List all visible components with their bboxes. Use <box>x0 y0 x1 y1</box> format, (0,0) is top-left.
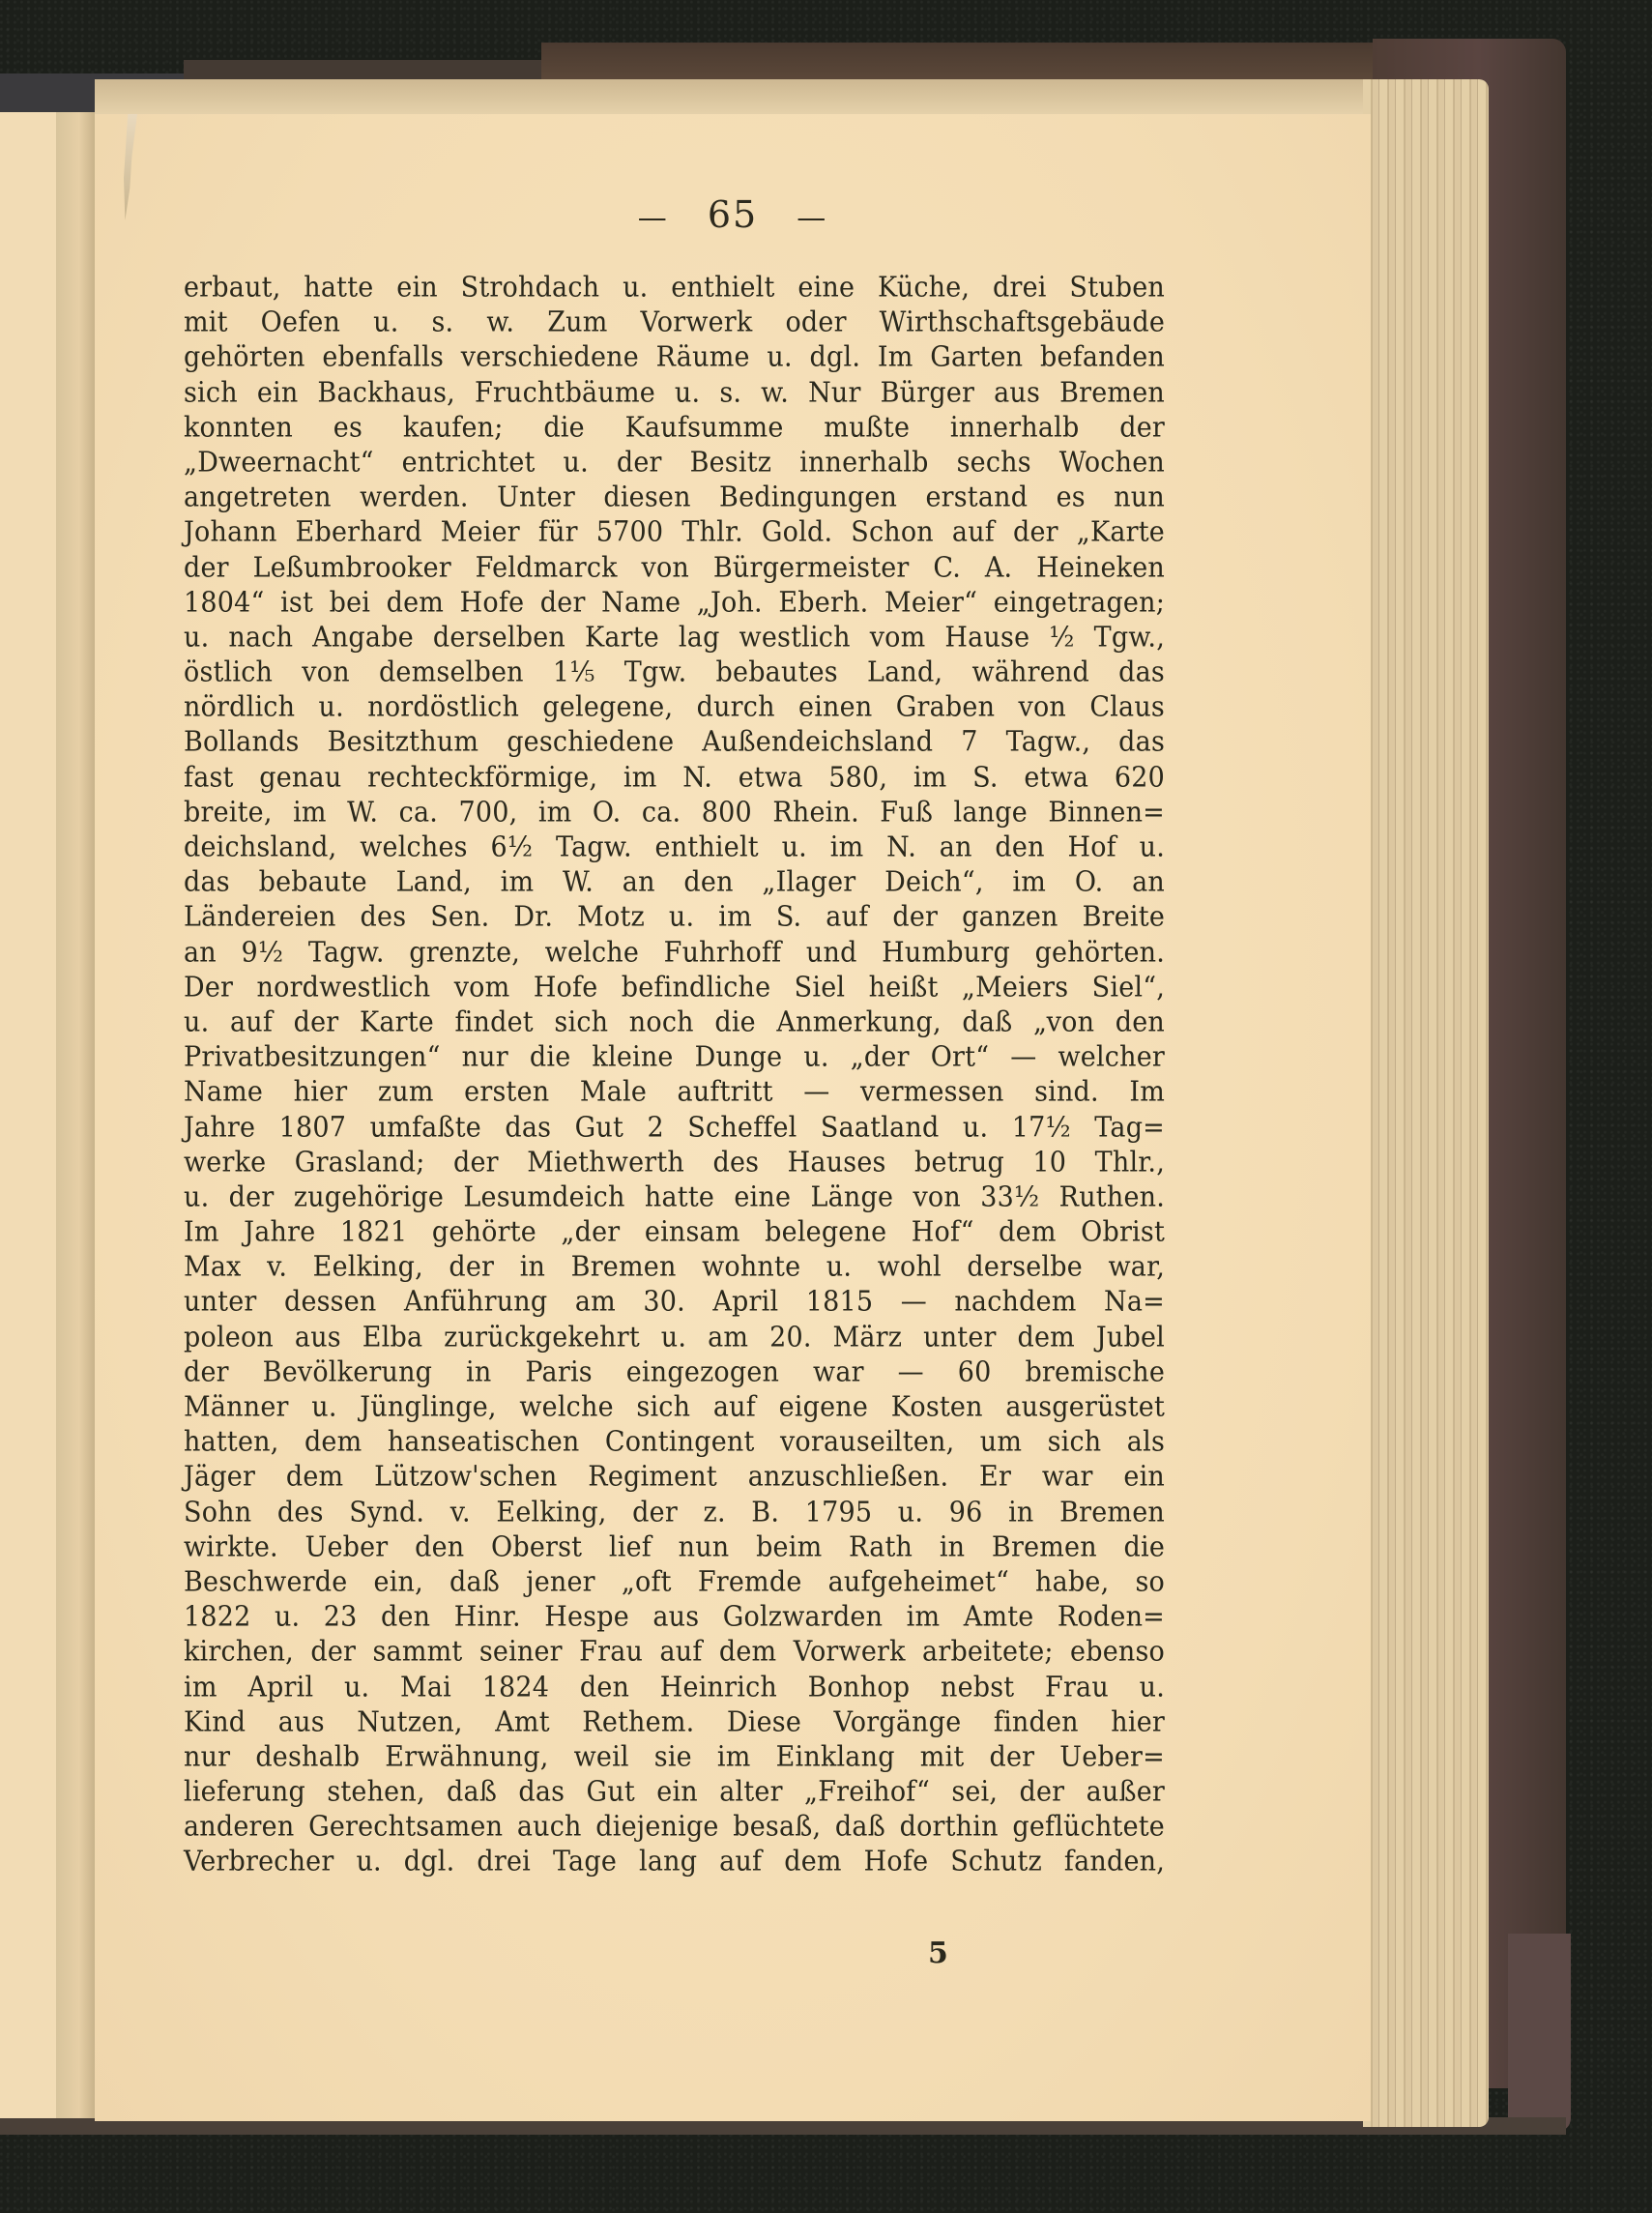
text-line: im April u. Mai 1824 den Heinrich Bonhop nebst Frau u. <box>184 1671 1165 1703</box>
header-dash-right: — <box>797 201 828 235</box>
header-dash-left: — <box>637 201 669 235</box>
text-line: breite, im W. ca. 700, im O. ca. 800 Rhein. Fuß lange Binnen= <box>184 796 1165 830</box>
signature-mark: 5 <box>928 1936 948 1970</box>
text-line: werke Grasland; der Miethwerth des Hauses betrug 10 Thlr., <box>184 1146 1165 1179</box>
text-line: erbaut, hatte ein Strohdach u. enthielt eine Küche, drei Stuben <box>184 271 1165 305</box>
text-line: anderen Gerechtsamen auch diejenige besaß, daß dorthin geflüchtete <box>184 1810 1165 1844</box>
text-line: der Leßumbrooker Feldmarck von Bürgermeister C. A. Heineken <box>184 551 1165 584</box>
text-line: Name hier zum ersten Male auftritt — vermessen sind. Im <box>184 1076 1165 1109</box>
text-line: kirchen, der sammt seiner Frau auf dem Vorwerk arbeitete; ebenso <box>184 1636 1165 1669</box>
text-line: Verbrecher u. dgl. drei Tage lang auf dem Hofe Schutz fanden, <box>184 1846 1165 1878</box>
text-line: deichsland, welches 6½ Tagw. enthielt u. im N. an den Hof u. <box>184 830 1165 864</box>
text-line: Der nordwestlich vom Hofe befindliche Siel heißt „Meiers Siel“, <box>184 971 1165 1004</box>
text-line: Im Jahre 1821 gehörte „der einsam belegene Hof“ dem Obrist <box>184 1215 1165 1249</box>
text-line: poleon aus Elba zurückgekehrt u. am 20. März unter dem Jubel <box>184 1321 1165 1354</box>
text-line: der Bevölkerung in Paris eingezogen war — 60 bremische <box>184 1355 1165 1389</box>
book-gutter <box>56 112 95 2118</box>
body-text <box>184 271 1165 1880</box>
text-line: nur deshalb Erwähnung, weil sie im Einklang mit der Ueber= <box>184 1740 1165 1774</box>
text-line: gehörten ebenfalls verschiedene Räume u. dgl. Im Garten befanden <box>184 341 1165 374</box>
left-page-sliver <box>0 112 56 2118</box>
text-line: Max v. Eelking, der in Bremen wohnte u. wohl derselbe war, <box>184 1250 1165 1284</box>
text-line: angetreten werden. Unter diesen Bedingungen erstand es nun <box>184 480 1165 514</box>
text-line: Männer u. Jünglinge, welche sich auf eigene Kosten ausgerüstet <box>184 1390 1165 1424</box>
text-line: sich ein Backhaus, Fruchtbäume u. s. w. Nur Bürger aus Bremen <box>184 376 1165 409</box>
text-line: Kind aus Nutzen, Amt Rethem. Diese Vorgänge finden hier <box>184 1705 1165 1738</box>
text-line: das bebaute Land, im W. an den „Ilager Deich“, im O. an <box>184 865 1165 899</box>
text-line: Johann Eberhard Meier für 5700 Thlr. Gold. Schon auf der „Karte <box>184 516 1165 549</box>
text-line: mit Oefen u. s. w. Zum Vorwerk oder Wirthschaftsgebäude <box>184 306 1165 339</box>
text-line: an 9½ Tagw. grenzte, welche Fuhrhoff und Humburg gehörten. <box>184 936 1165 969</box>
text-line: u. auf der Karte findet sich noch die Anmerkung, daß „von den <box>184 1005 1165 1039</box>
text-line: konnten es kaufen; die Kaufsumme mußte innerhalb der <box>184 411 1165 444</box>
text-line: wirkte. Ueber den Oberst lief nun beim Rath in Bremen die <box>184 1530 1165 1563</box>
text-line: fast genau rechteckförmige, im N. etwa 580, im S. etwa 620 <box>184 761 1165 794</box>
page-block-fore-edges <box>1363 79 1489 2127</box>
text-line: nördlich u. nordöstlich gelegene, durch einen Graben von Claus <box>184 690 1165 724</box>
text-line: hatten, dem hanseatischen Contingent vorauseilten, um sich als <box>184 1425 1165 1459</box>
text-line: Bollands Besitzthum geschiedene Außendeichsland 7 Tagw., das <box>184 726 1165 759</box>
text-line: 1804“ ist bei dem Hofe der Name „Joh. Eberh. Meier“ eingetragen; <box>184 586 1165 619</box>
text-line: Jahre 1807 umfaßte das Gut 2 Scheffel Saatland u. 17½ Tag= <box>184 1111 1165 1144</box>
text-line: „Dweernacht“ entrichtet u. der Besitz innerhalb sechs Wochen <box>184 446 1165 480</box>
text-line: Privatbesitzungen“ nur die kleine Dunge u. „der Ort“ — welcher <box>184 1040 1165 1074</box>
text-line: Jäger dem Lützow'schen Regiment anzuschließen. Er war ein <box>184 1461 1165 1494</box>
text-line: u. der zugehörige Lesumdeich hatte eine Länge von 33½ Ruthen. <box>184 1180 1165 1214</box>
text-line: Sohn des Synd. v. Eelking, der z. B. 1795 u. 96 in Bremen <box>184 1496 1165 1529</box>
text-line: Ländereien des Sen. Dr. Motz u. im S. auf der ganzen Breite <box>184 901 1165 934</box>
text-line: Beschwerde ein, daß jener „oft Fremde aufgeheimet“ habe, so <box>184 1565 1165 1599</box>
text-line: unter dessen Anführung am 30. April 1815 — nachdem Na= <box>184 1286 1165 1319</box>
text-line: lieferung stehen, daß das Gut ein alter „Freihof“ sei, der außer <box>184 1775 1165 1809</box>
page-number: 65 <box>707 193 759 236</box>
text-line: östlich von demselben 1⅕ Tgw. bebautes Land, während das <box>184 655 1165 689</box>
text-line: u. nach Angabe derselben Karte lag westlich vom Hause ½ Tgw., <box>184 621 1165 655</box>
text-line: 1822 u. 23 den Hinr. Hespe aus Golzwarden im Amte Roden= <box>184 1600 1165 1634</box>
book-cover-corner <box>1508 1934 1571 2132</box>
page-block-top-edges <box>95 79 1487 116</box>
page-header <box>95 193 1371 236</box>
